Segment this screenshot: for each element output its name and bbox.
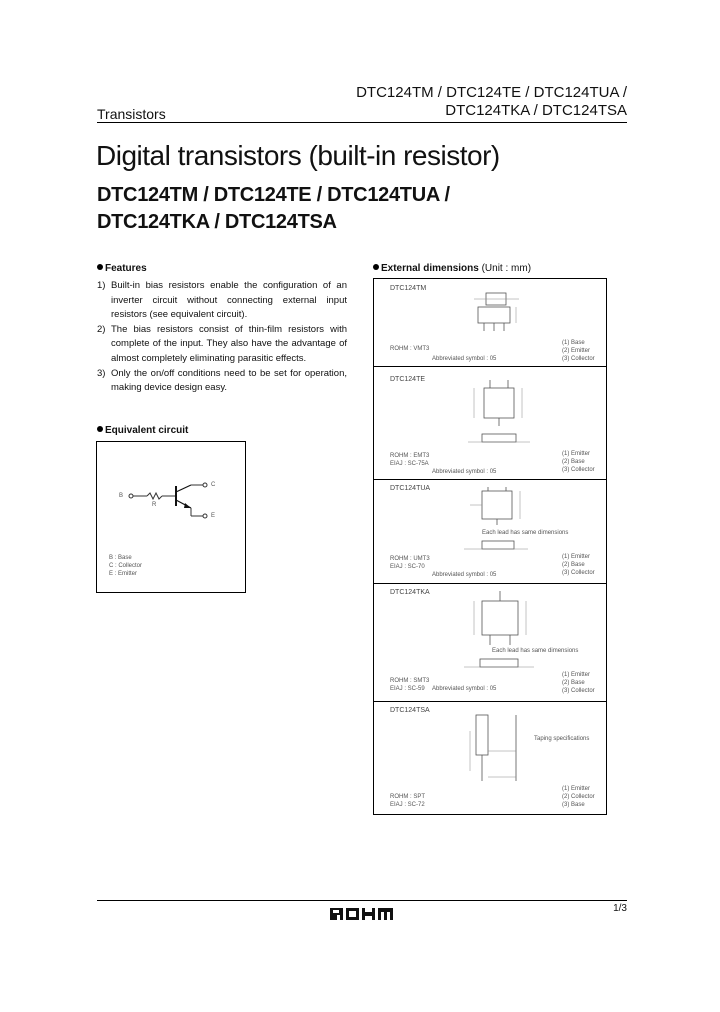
taping-note: Taping specifications [534,736,590,742]
pin-list [562,339,595,363]
header-parts-line2: DTC124TKA / DTC124TSA [445,102,627,119]
features-heading [97,263,147,274]
feature-text: Only the on/off conditions need to be set for operation, making device design easy. [111,367,347,394]
page-title: Digital transistors (built-in resistor) [96,140,500,171]
pin-item: (1) Base [562,340,585,346]
header-parts-line1: DTC124TM / DTC124TE / DTC124TUA / [356,84,627,101]
circuit-label-e: E [211,513,216,519]
feature-text: Built-in bias resistors enable the configuration of an inverter circuit without connecting external input resistors (see equivalent circuit). [111,280,347,321]
dimension-panel [374,279,606,367]
features-heading-text: Features [105,263,147,274]
part-numbers [97,182,450,236]
pin-item: (2) Base [562,562,585,568]
bullet-icon [373,264,379,270]
dimension-panel [374,479,606,584]
external-dimensions-heading [373,263,531,274]
package-code: ROHM : UMT3 [390,556,430,562]
external-dimensions-heading-text: External dimensions [381,263,479,274]
pin-item: (1) Emitter [562,672,591,678]
equivalent-circuit-box [96,441,246,593]
legend-base: B : Base [109,555,132,561]
legend-collector: C : Collector [109,563,143,569]
pin-list [562,450,595,474]
footer-divider [97,900,627,901]
package-name: DTC124TSA [390,707,430,714]
pin-item: (3) Collector [562,467,595,473]
package-code: ROHM : SMT3 [390,678,430,684]
bullet-icon [97,426,103,432]
feature-number: 1) [97,280,106,291]
pin-item: (2) Base [562,459,585,465]
package-name: DTC124TUA [390,485,431,492]
eiaj-code: EIAJ : SC-59 [390,686,425,692]
header-divider [97,122,627,123]
circuit-label-b: B [119,493,124,499]
equivalent-circuit-heading-text: Equivalent circuit [105,425,189,436]
package-code: ROHM : VMT3 [390,346,430,352]
pin-item: (3) Collector [562,356,595,362]
abbreviated-symbol: Abbreviated symbol : 05 [432,356,497,362]
circuit-label-r: R [152,502,157,508]
pin-item: (3) Collector [562,688,595,694]
feature-number: 2) [97,323,106,335]
package-code: ROHM : SPT [390,794,426,800]
pin-list [562,785,595,809]
feature-item [97,279,347,323]
external-dimensions-box [373,278,607,815]
pin-item: (3) Collector [562,570,595,576]
pin-item: (2) Collector [562,794,595,800]
lead-note: Each lead has same dimensions [492,648,579,654]
pin-list [562,671,595,695]
header-part-numbers [300,84,627,120]
part-numbers-line2: DTC124TKA / DTC124TSA [97,211,337,233]
dimension-panel [374,583,606,702]
pin-item: (1) Emitter [562,451,591,457]
pin-item: (1) Emitter [562,786,591,792]
dimensions-unit: (Unit : mm) [481,263,532,274]
dimension-panel [374,366,606,480]
header-category: Transistors [97,106,166,122]
circuit-label-c: C [211,482,216,488]
feature-item [97,323,347,367]
package-name: DTC124TE [390,376,426,383]
dimension-panel [374,701,606,814]
pin-item: (2) Base [562,680,585,686]
eiaj-code: EIAJ : SC-70 [390,564,425,570]
package-code: ROHM : EMT3 [390,453,430,459]
pin-item: (2) Emitter [562,348,591,354]
pin-item: (1) Emitter [562,554,591,560]
page-number: 1/3 [613,903,627,914]
abbreviated-symbol: Abbreviated symbol : 05 [432,469,497,475]
eiaj-code: EIAJ : SC-75A [390,461,429,467]
eiaj-code: EIAJ : SC-72 [390,802,425,808]
feature-item [97,367,347,396]
package-name: DTC124TKA [390,589,430,596]
abbreviated-symbol: Abbreviated symbol : 05 [432,572,497,578]
lead-note: Each lead has same dimensions [482,530,569,536]
abbreviated-symbol: Abbreviated symbol : 05 [432,686,497,692]
feature-number: 3) [97,367,106,379]
rohm-logo [330,907,394,926]
circuit-legend [109,554,142,578]
pin-item: (3) Base [562,802,585,808]
features-list [97,279,347,396]
part-numbers-line1: DTC124TM / DTC124TE / DTC124TUA / [97,184,450,206]
pin-list [562,553,595,577]
package-name: DTC124TM [390,285,427,292]
rohm-logo-mark [330,907,394,921]
feature-text: The bias resistors consist of thin-film resistors with complete of the input. They also have the advantage of almost completely eliminating parasitic effects. [111,323,347,364]
legend-emitter: E : Emitter [109,571,138,577]
bullet-icon [97,264,103,270]
equivalent-circuit-heading [97,425,188,436]
